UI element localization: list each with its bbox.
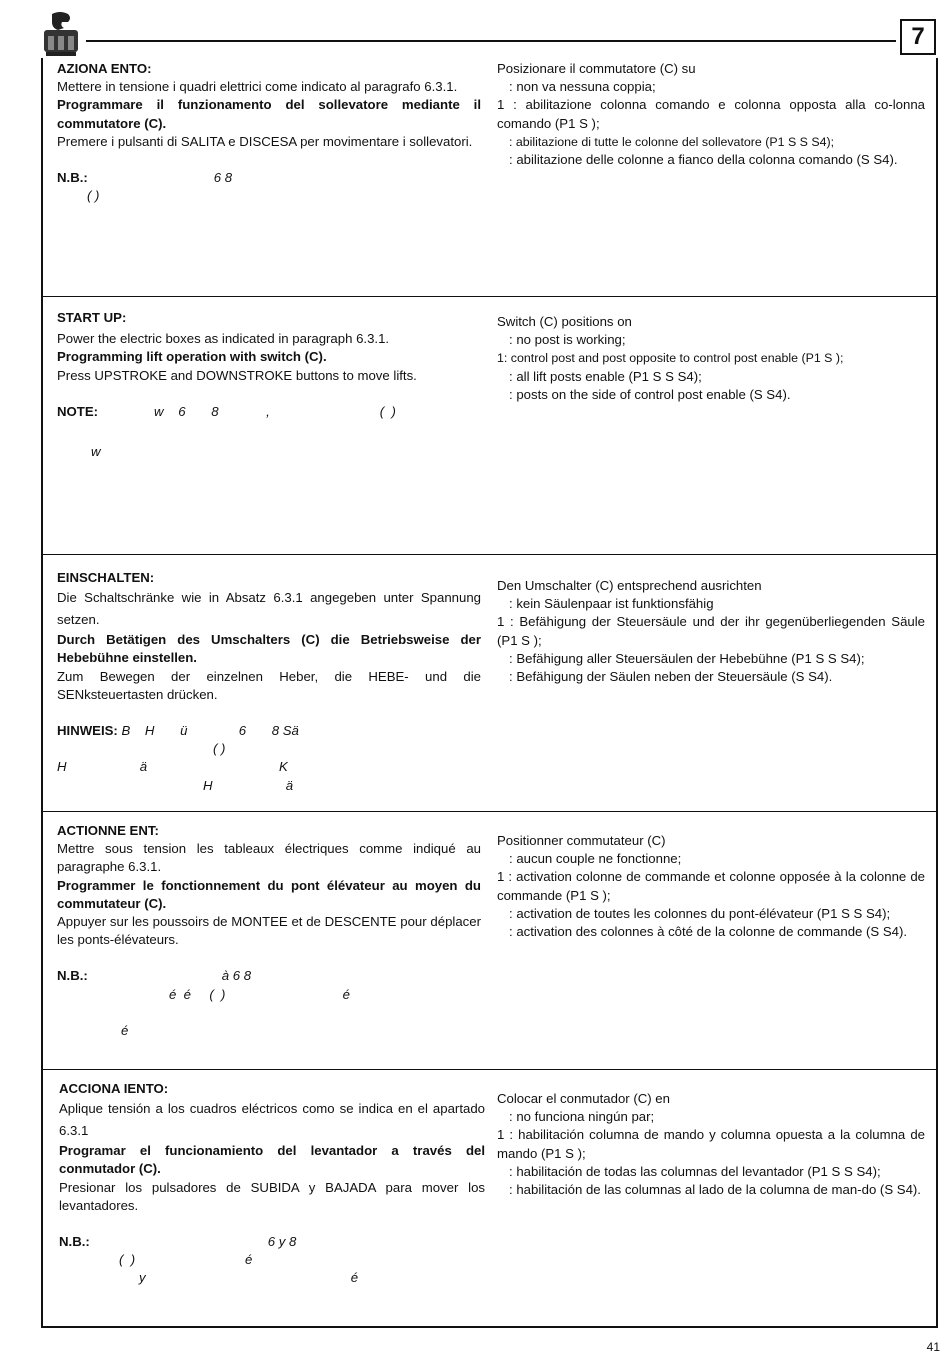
switch-intro: Positionner commutateur (C) (497, 833, 666, 848)
note-text: y é (139, 1270, 359, 1286)
section-french (43, 811, 936, 1069)
note-text: 6 y 8 (267, 1234, 297, 1250)
switch-option: : abilitazione delle colonne a fianco della colonna comando (S S4). (509, 152, 898, 168)
note-text: w 6 8 , ( ) (154, 403, 396, 419)
section-right-column (497, 832, 925, 941)
note-text: B H ü 6 8 Sä (121, 723, 299, 739)
section-heading: EINSCHALTEN: (57, 570, 155, 585)
section-english (43, 296, 936, 554)
note-text: é (121, 1022, 129, 1038)
instruction-paragraph-bold: Programar el funcionamiento del levantador a través del conmutador (C). (59, 1143, 485, 1177)
section-heading: START UP: (57, 310, 127, 325)
note-label: N.B.: (57, 170, 88, 186)
switch-option: 1 : activation colonne de commande et colonne opposée à la colonne de commande (P1 S ); (497, 869, 925, 903)
section-heading: AZIONA ENTO: (57, 61, 152, 76)
switch-option: : abilitazione di tutte le colonne del sollevatore (P1 S S S4); (509, 134, 835, 149)
note-text: ( ) (213, 741, 226, 757)
switch-option: : non va nessuna coppia; (509, 79, 656, 95)
instruction-paragraph: Zum Bewegen der einzelnen Heber, die HEBE- und die SENksteuertasten drücken. (57, 668, 481, 702)
footer-page-number: 41 (926, 1340, 940, 1354)
switch-option: : posts on the side of control post enable (S S4). (509, 386, 791, 402)
section-heading: ACTIONNE ENT: (57, 823, 159, 838)
page-number: 7 (900, 19, 936, 55)
switch-option: 1: control post and post opposite to control post enable (P1 S ); (497, 351, 844, 366)
note-text: w (91, 444, 101, 460)
brand-logo-icon (38, 10, 82, 58)
section-spanish (43, 1069, 936, 1326)
switch-option: : no funciona ningún par; (509, 1109, 655, 1125)
switch-option: 1 : Befähigung der Steuersäule und der ihr gegenüberliegenden Säule (P1 S ); (497, 614, 925, 648)
section-left-column (57, 569, 481, 795)
note-label: N.B.: (57, 968, 88, 984)
switch-intro: Posizionare il commutatore (C) su (497, 61, 696, 76)
switch-option: : activation de toutes les colonnes du pont-élévateur (P1 S S S4); (509, 905, 891, 921)
instruction-paragraph: Appuyer sur les poussoirs de MONTEE et de DESCENTE pour déplacer les ponts-élévateurs. (57, 914, 481, 948)
instruction-paragraph: Aplique tensión a los cuadros eléctricos como se indica en el apartado 6.3.1 (59, 1101, 485, 1139)
note-label: NOTE: (57, 403, 99, 419)
section-german (43, 554, 936, 811)
section-left-column (57, 309, 481, 461)
instruction-paragraph-bold: Programmare il funzionamento del sollevatore mediante il commutatore (C). (57, 97, 481, 131)
instruction-paragraph: Die Schaltschränke wie in Absatz 6.3.1 angegeben unter Spannung setzen. (57, 590, 481, 628)
switch-option: : habilitación de las columnas al lado de la columna de man-do (S S4). (509, 1182, 921, 1198)
section-right-column (497, 60, 925, 169)
instruction-paragraph: Presionar los pulsadores de SUBIDA y BAJADA para mover los levantadores. (59, 1179, 485, 1213)
instruction-paragraph-bold: Programmer le fonctionnement du pont élévateur au moyen du commutateur (C). (57, 877, 481, 911)
section-right-column (497, 1090, 925, 1199)
switch-option: : kein Säulenpaar ist funktionsfähig (509, 596, 714, 612)
instruction-paragraph-bold: Programming lift operation with switch (C). (57, 349, 327, 365)
note-text: é é ( ) é (169, 986, 351, 1002)
switch-option: 1 : abilitazione colonna comando e colonna opposta alla co-lonna comando (P1 S ); (497, 97, 925, 131)
note-text: H ä (203, 777, 294, 793)
switch-option: : all lift posts enable (P1 S S S4); (509, 368, 702, 384)
instruction-paragraph: Mettre sous tension les tableaux électriques comme indiqué au paragraphe 6.3.1. (57, 841, 481, 875)
section-right-column (497, 577, 925, 686)
note-label: HINWEIS: (57, 723, 118, 739)
switch-option: : habilitación de todas las columnas del levantador (P1 S S S4); (509, 1163, 881, 1179)
section-left-column (59, 1080, 485, 1288)
instruction-paragraph: Premere i pulsanti di SALITA e DISCESA per movimentare i sollevatori. (57, 133, 473, 149)
instruction-paragraph-bold: Durch Betätigen des Umschalters (C) die Betriebsweise der Hebebühne einstellen. (57, 632, 481, 666)
content-frame (41, 58, 938, 1328)
switch-option: : aucun couple ne fonctionne; (509, 851, 682, 867)
switch-intro: Colocar el conmutador (C) en (497, 1091, 670, 1106)
switch-option: : Befähigung aller Steuersäulen der Hebebühne (P1 S S S4); (509, 650, 865, 666)
switch-option: : Befähigung der Säulen neben der Steuersäule (S S4). (509, 669, 833, 685)
note-text: 6 8 (213, 170, 233, 186)
note-text: à 6 8 (221, 968, 252, 984)
section-right-column (497, 313, 925, 404)
note-text: ( ) é (119, 1252, 253, 1268)
section-heading: ACCIONA IENTO: (59, 1081, 169, 1096)
switch-intro: Den Umschalter (C) entsprechend ausrichten (497, 578, 762, 593)
note-label: N.B.: (59, 1234, 90, 1250)
switch-intro: Switch (C) positions on (497, 314, 632, 329)
note-text: H ä K (57, 759, 288, 775)
switch-option: : activation des colonnes à côté de la colonne de commande (S S4). (509, 924, 908, 940)
switch-option: : no post is working; (509, 332, 626, 348)
header-rule (86, 40, 896, 42)
instruction-paragraph: Power the electric boxes as indicated in paragraph 6.3.1. (57, 331, 390, 347)
section-left-column (57, 60, 481, 205)
section-italian (43, 58, 936, 296)
note-text: ( ) (87, 188, 100, 204)
instruction-paragraph: Press UPSTROKE and DOWNSTROKE buttons to move lifts. (57, 367, 417, 383)
instruction-paragraph: Mettere in tensione i quadri elettrici come indicato al paragrafo 6.3.1. (57, 79, 458, 95)
section-left-column (57, 822, 481, 1040)
switch-option: 1 : habilitación columna de mando y columna opuesta a la columna de mando (P1 S ); (497, 1127, 925, 1161)
